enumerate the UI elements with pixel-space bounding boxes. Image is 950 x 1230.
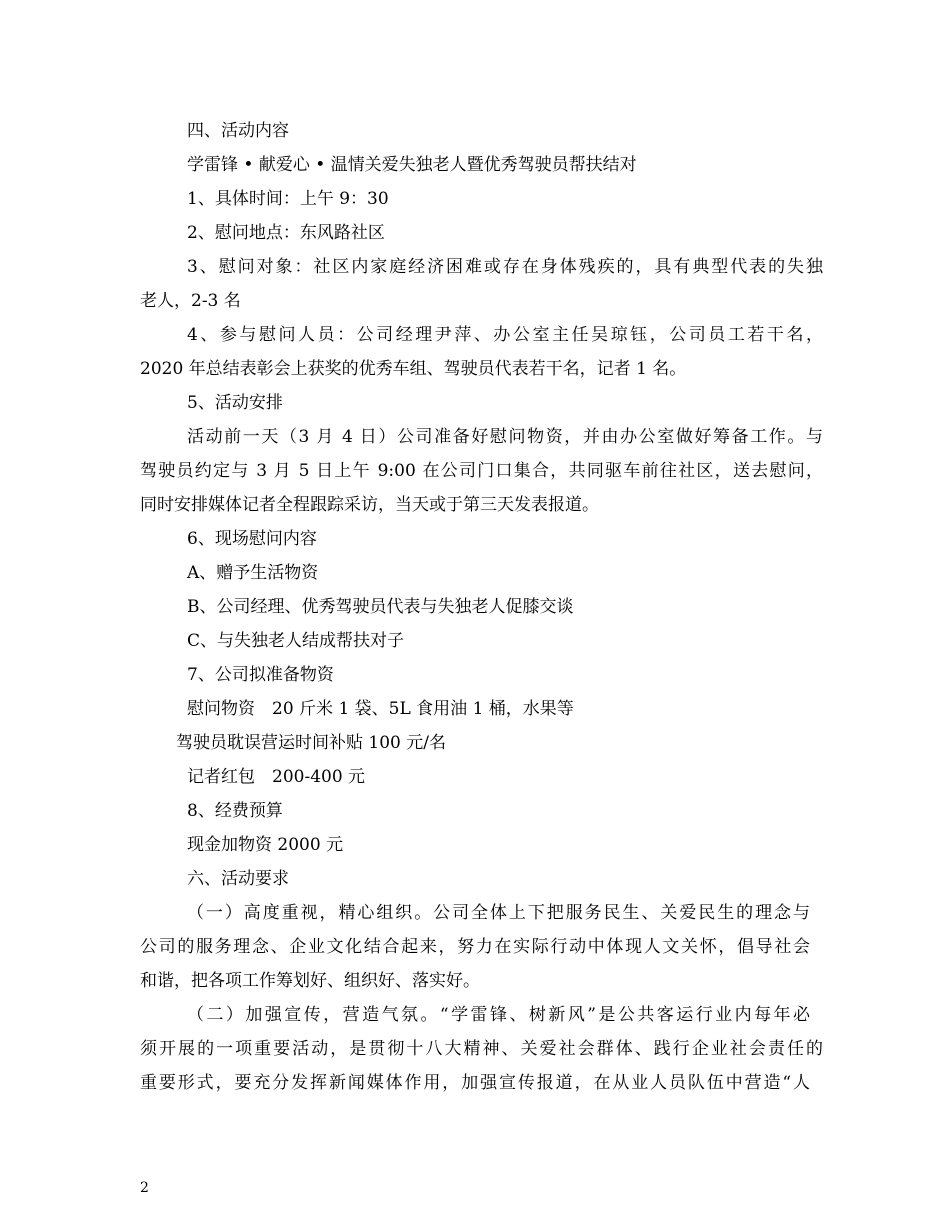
requirement-two-line1: （二）加强宣传，营造气氛。“学雷锋、树新风”是公共客运行业内每年必 <box>187 1005 810 1025</box>
materials-condolence-goods: 慰问物资 20 斤米 1 袋、5L 食用油 1 桶，水果等 <box>187 699 574 719</box>
item-specific-time: 1、具体时间：上午 9：30 <box>187 189 389 209</box>
item-activity-arrangement: 5、活动安排 <box>187 393 283 413</box>
page-number: 2 <box>140 1180 149 1196</box>
item-budget: 8、经费预算 <box>187 801 283 821</box>
budget-amount: 现金加物资 2000 元 <box>187 835 344 855</box>
onsite-item-b: B、公司经理、优秀驾驶员代表与失独老人促膝交谈 <box>187 597 574 617</box>
item-participants-line2: 2020 年总结表彰会上获奖的优秀车组、驾驶员代表若干名，记者 1 名。 <box>140 359 687 379</box>
activity-title: 学雷锋 • 献爱心 • 温情关爱失独老人暨优秀驾驶员帮扶结对 <box>187 155 637 175</box>
requirement-one-line1: （一）高度重视，精心组织。公司全体上下把服务民生、关爱民生的理念与 <box>187 903 810 923</box>
requirement-one-line3: 和谐，把各项工作筹划好、组织好、落实好。 <box>140 971 480 991</box>
item-visit-location: 2、慰问地点：东风路社区 <box>187 223 385 243</box>
arrangement-paragraph-line3: 同时安排媒体记者全程跟踪采访，当天或于第三天发表报道。 <box>140 495 599 515</box>
section-heading-requirements: 六、活动要求 <box>187 869 289 889</box>
item-visit-target-line2: 老人，2-3 名 <box>140 291 241 311</box>
onsite-item-c: C、与失独老人结成帮扶对子 <box>187 631 405 651</box>
section-heading-activity-content: 四、活动内容 <box>187 121 289 141</box>
materials-driver-subsidy: 驾驶员耽误营运时间补贴 100 元/名 <box>176 733 446 753</box>
requirement-two-line2: 须开展的一项重要活动，是贯彻十八大精神、关爱社会群体、践行企业社会责任的 <box>140 1039 823 1059</box>
arrangement-paragraph-line1: 活动前一天（3 月 4 日）公司准备好慰问物资，并由办公室做好筹备工作。与 <box>187 427 823 447</box>
item-prepared-materials: 7、公司拟准备物资 <box>187 665 334 685</box>
requirement-two-line3: 重要形式，要充分发挥新闻媒体作用，加强宣传报道，在从业人员队伍中营造“人 <box>140 1073 810 1093</box>
item-onsite-content: 6、现场慰问内容 <box>187 529 317 549</box>
item-participants-line1: 4、参与慰问人员：公司经理尹萍、办公室主任吴琼钰，公司员工若干名， <box>187 325 823 345</box>
requirement-one-line2: 公司的服务理念、企业文化结合起来，努力在实际行动中体现人文关怀，倡导社会 <box>140 937 810 957</box>
arrangement-paragraph-line2: 驾驶员约定与 3 月 5 日上午 9:00 在公司门口集合，共同驱车前往社区，送去慰问， <box>140 461 823 481</box>
onsite-item-a: A、赠予生活物资 <box>187 563 319 583</box>
item-visit-target-line1: 3、慰问对象：社区内家庭经济困难或存在身体残疾的，具有典型代表的失独 <box>187 257 823 277</box>
materials-reporter-envelope: 记者红包 200-400 元 <box>187 767 366 787</box>
